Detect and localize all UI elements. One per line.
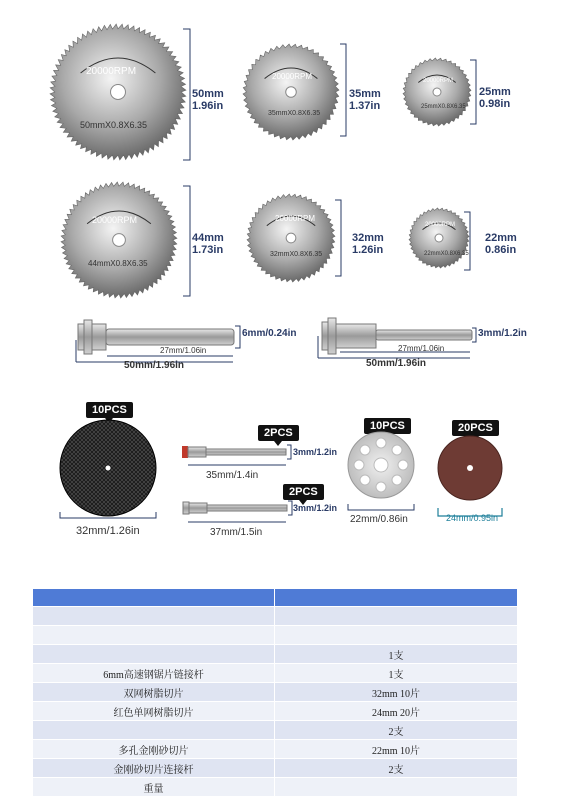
red-disc-size: 24mm/0.95in — [446, 513, 499, 523]
blade-1-rpm: 20000RPM — [86, 66, 137, 77]
saw-blade-4 — [61, 182, 177, 298]
table-row: 1支 — [33, 645, 517, 664]
blade-2-spec: 35mmX0.8X6.35 — [268, 110, 321, 117]
saw-blade-3 — [403, 58, 471, 126]
mandrel-a-length: 35mm/1.4in — [206, 470, 259, 481]
resin-disc-qty-badge: 10PCS — [86, 402, 133, 418]
blade-2-dimension: 35mm 1.37in — [349, 88, 381, 112]
red-disc-qty-badge: 20PCS — [452, 420, 499, 436]
table-row: 双网树脂切片 32mm 10片 — [33, 683, 517, 702]
blade-5-rpm: 20000RPM — [275, 214, 316, 223]
table-row: 重量 — [33, 778, 517, 797]
red-disc — [438, 436, 502, 500]
diamond-disc-qty-badge: 10PCS — [364, 418, 411, 434]
saw-blade-1 — [50, 24, 186, 160]
mandrel-2-shank: 3mm/1.2in — [478, 328, 527, 339]
mandrel-b-shank: 3mm/1.2in — [293, 503, 338, 513]
table-header-row — [33, 589, 517, 607]
saw-blade-5 — [247, 194, 335, 282]
mandrel-1 — [78, 320, 234, 354]
table-row — [33, 626, 517, 645]
mandrel-b-length: 37mm/1.5in — [210, 527, 263, 538]
blade-6-dimension: 22mm 0.86in — [485, 232, 517, 256]
blade-1-spec: 50mmX0.8X6.35 — [80, 120, 148, 130]
diamond-disc — [348, 432, 414, 498]
blade-1-dimension: 50mm 1.96in — [192, 88, 224, 112]
blade-4-spec: 44mmX0.8X6.35 — [88, 259, 148, 268]
blade-2-rpm: 20000RPM — [272, 72, 313, 81]
table-row — [33, 607, 517, 626]
mandrel-2-total-length: 50mm/1.96in — [366, 358, 427, 369]
diamond-disc-size: 22mm/0.86in — [350, 514, 408, 525]
resin-disc-size: 32mm/1.26in — [76, 525, 140, 537]
saw-blade-6 — [409, 208, 469, 268]
mandrel-a — [182, 446, 286, 458]
mandrel-2 — [322, 318, 472, 354]
blade-6-spec: 22mmX0.8X6.35 — [424, 251, 469, 257]
mandrel-1-total-length: 50mm/1.96in — [124, 360, 185, 371]
mandrel-a-qty-badge: 2PCS — [258, 425, 299, 441]
mandrel-b — [183, 502, 287, 514]
blade-3-rpm: 20000RPM — [423, 78, 454, 84]
table-row: 2支 — [33, 721, 517, 740]
table-row: 红色单网树脂切片 24mm 20片 — [33, 702, 517, 721]
mandrel-b-qty-badge: 2PCS — [283, 484, 324, 500]
blade-6-rpm: 20000RPM — [425, 222, 456, 228]
saw-blade-2 — [243, 44, 339, 140]
mandrel-1-inner-length: 27mm/1.06in — [160, 346, 207, 355]
mandrel-a-shank: 3mm/1.2in — [293, 447, 338, 457]
spec-table — [33, 589, 517, 797]
mandrels-illustration — [0, 300, 566, 380]
table-row: 6mm高速钢锯片链接杆 1支 — [33, 664, 517, 683]
table-row: 金刚砂切片连接杆 2支 — [33, 759, 517, 778]
blade-5-dimension: 32mm 1.26in — [352, 232, 384, 256]
blade-3-dimension: 25mm 0.98in — [479, 86, 511, 110]
mandrel-2-inner-length: 27mm/1.06in — [398, 344, 445, 353]
resin-disc — [60, 420, 156, 516]
blade-5-spec: 32mmX0.8X6.35 — [270, 251, 323, 258]
table-row: 多孔金刚砂切片 22mm 10片 — [33, 740, 517, 759]
mandrel-1-shank: 6mm/0.24in — [242, 328, 297, 339]
blade-4-dimension: 44mm 1.73in — [192, 232, 224, 256]
blade-3-spec: 25mmX0.8X6.35 — [421, 104, 466, 110]
blade-4-rpm: 20000RPM — [92, 215, 138, 225]
